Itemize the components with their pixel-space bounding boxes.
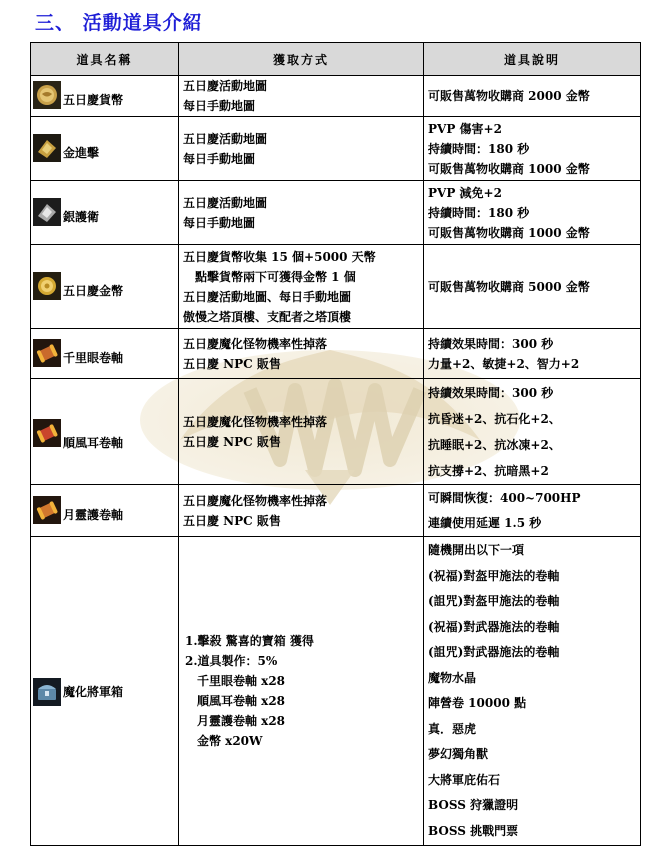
item-name-cell	[31, 329, 179, 379]
obtain-line: 五日慶貨幣收集 15 個+5000 天幣	[183, 249, 376, 264]
obtain-cell	[179, 117, 424, 181]
scroll-icon	[33, 496, 61, 524]
obtain-line: 五日慶 NPC 販售	[183, 513, 281, 528]
desc-cell	[424, 181, 641, 245]
desc-line: BOSS 狩獵證明	[428, 798, 519, 812]
desc-line: 可販售萬物收購商 1000 金幣	[428, 161, 590, 176]
item-name: 魔化將軍箱	[63, 684, 124, 699]
obtain-line: 五日慶活動地圖	[183, 79, 268, 93]
scroll-icon	[33, 339, 61, 367]
treasure-chest-icon	[33, 678, 61, 706]
desc-cell	[424, 379, 641, 485]
desc-line: 夢幻獨角獸	[428, 747, 489, 761]
desc-line: 真．惡虎	[428, 721, 477, 736]
item-name: 順風耳卷軸	[63, 436, 124, 450]
table-row	[31, 485, 641, 537]
obtain-line: 五日慶魔化怪物機率性掉落	[183, 493, 328, 508]
table-row	[31, 76, 641, 117]
obtain-cell	[179, 537, 424, 846]
desc-line: PVP 傷害+2	[428, 121, 502, 136]
gold-coin-icon	[33, 272, 61, 300]
desc-line: 持續時間：180 秒	[428, 141, 530, 156]
obtain-line: 每日手動地圖	[183, 99, 256, 113]
desc-line: 連續使用延遲 1.5 秒	[428, 515, 542, 530]
obtain-line: 五日慶 NPC 販售	[183, 434, 281, 449]
header-obtain-method: 獲取方式	[179, 43, 424, 76]
table-row	[31, 117, 641, 181]
desc-line: PVP 減免+2	[428, 185, 502, 200]
obtain-line: 五日慶魔化怪物機率性掉落	[183, 336, 328, 351]
item-name: 五日慶貨幣	[63, 93, 124, 107]
desc-line: 魔物水晶	[428, 670, 477, 685]
item-name-cell	[31, 76, 179, 117]
desc-line: 可瞬間恢復：400~700HP	[428, 490, 581, 505]
desc-line: 抗昏迷+2、抗石化+2、	[428, 411, 561, 426]
obtain-line: 每日手動地圖	[183, 215, 256, 230]
desc-line: 持續效果時間：300 秒	[428, 385, 554, 400]
item-name: 五日慶金幣	[63, 283, 124, 298]
desc-line: (祝福)對盔甲施法的卷軸	[428, 568, 560, 583]
desc-line: 大將軍庇佑石	[428, 772, 501, 787]
item-name-cell	[31, 181, 179, 245]
item-name-cell	[31, 379, 179, 485]
obtain-line: 五日慶活動地圖	[183, 131, 268, 146]
obtain-line: 月靈護卷軸 x28	[197, 714, 286, 728]
desc-line: 可販售萬物收購商 1000 金幣	[428, 225, 590, 240]
obtain-cell	[179, 379, 424, 485]
table-row	[31, 329, 641, 379]
header-item-description: 道具說明	[424, 43, 641, 76]
obtain-cell	[179, 181, 424, 245]
item-name: 月靈護卷軸	[63, 507, 124, 522]
obtain-line: 金幣 x20W	[197, 734, 263, 748]
desc-line: 力量+2、敏捷+2、智力+2	[428, 356, 580, 371]
table-row	[31, 181, 641, 245]
table-row	[31, 379, 641, 485]
obtain-cell	[179, 245, 424, 329]
desc-cell	[424, 117, 641, 181]
event-items-table	[30, 42, 641, 846]
obtain-line: 點擊貨幣兩下可獲得金幣 1 個	[195, 269, 356, 284]
desc-line: 抗支撐+2、抗暗黑+2	[428, 463, 549, 478]
desc-cell	[424, 329, 641, 379]
obtain-line: 五日慶魔化怪物機率性掉落	[183, 414, 328, 429]
section-title: 三、 活動道具介紹	[35, 12, 203, 34]
obtain-cell	[179, 485, 424, 537]
desc-line: 隨機開出以下一項	[428, 543, 525, 557]
table-header-row	[31, 43, 641, 76]
desc-line: (詛咒)對盔甲施法的卷軸	[428, 594, 560, 608]
obtain-line: 五日慶 NPC 販售	[183, 356, 281, 371]
item-name-cell	[31, 485, 179, 537]
gold-scroll-icon	[33, 134, 61, 162]
scroll-icon	[33, 419, 61, 447]
obtain-line: 千里眼卷軸 x28	[197, 674, 286, 688]
desc-line: 可販售萬物收購商 2000 金幣	[428, 89, 590, 103]
item-name-cell	[31, 537, 179, 846]
table-row	[31, 245, 641, 329]
header-item-name: 道具名稱	[31, 43, 179, 76]
desc-line: 持續時間：180 秒	[428, 205, 530, 220]
obtain-line: 1.擊殺 驚喜的寶箱 獲得	[185, 634, 314, 648]
item-name: 銀護衛	[63, 209, 100, 224]
obtain-line: 五日慶活動地圖	[183, 195, 268, 210]
desc-cell	[424, 76, 641, 117]
desc-line: 持續效果時間：300 秒	[428, 336, 554, 351]
item-name: 金進擊	[63, 145, 100, 160]
obtain-line: 五日慶活動地圖、每日手動地圖	[183, 289, 352, 304]
obtain-cell	[179, 76, 424, 117]
obtain-line: 傲慢之塔頂樓、支配者之塔頂樓	[183, 309, 352, 324]
silver-scroll-icon	[33, 198, 61, 226]
obtain-line: 順風耳卷軸 x28	[197, 694, 286, 708]
desc-line: 可販售萬物收購商 5000 金幣	[428, 279, 590, 294]
desc-cell	[424, 245, 641, 329]
desc-line: BOSS 挑戰門票	[428, 823, 519, 838]
obtain-cell	[179, 329, 424, 379]
item-name: 千里眼卷軸	[63, 350, 124, 365]
obtain-line: 每日手動地圖	[183, 151, 256, 166]
coin-pouch-icon	[33, 81, 61, 109]
obtain-line: 2.道具製作：5%	[185, 654, 278, 668]
item-name-cell	[31, 245, 179, 329]
desc-line: 陣營卷 10000 點	[428, 696, 527, 710]
desc-cell	[424, 485, 641, 537]
table-row	[31, 537, 641, 846]
desc-line: 抗睡眠+2、抗冰凍+2、	[428, 437, 561, 452]
desc-cell	[424, 537, 641, 846]
desc-line: (祝福)對武器施法的卷軸	[428, 619, 560, 634]
item-name-cell	[31, 117, 179, 181]
desc-line: (詛咒)對武器施法的卷軸	[428, 645, 560, 659]
